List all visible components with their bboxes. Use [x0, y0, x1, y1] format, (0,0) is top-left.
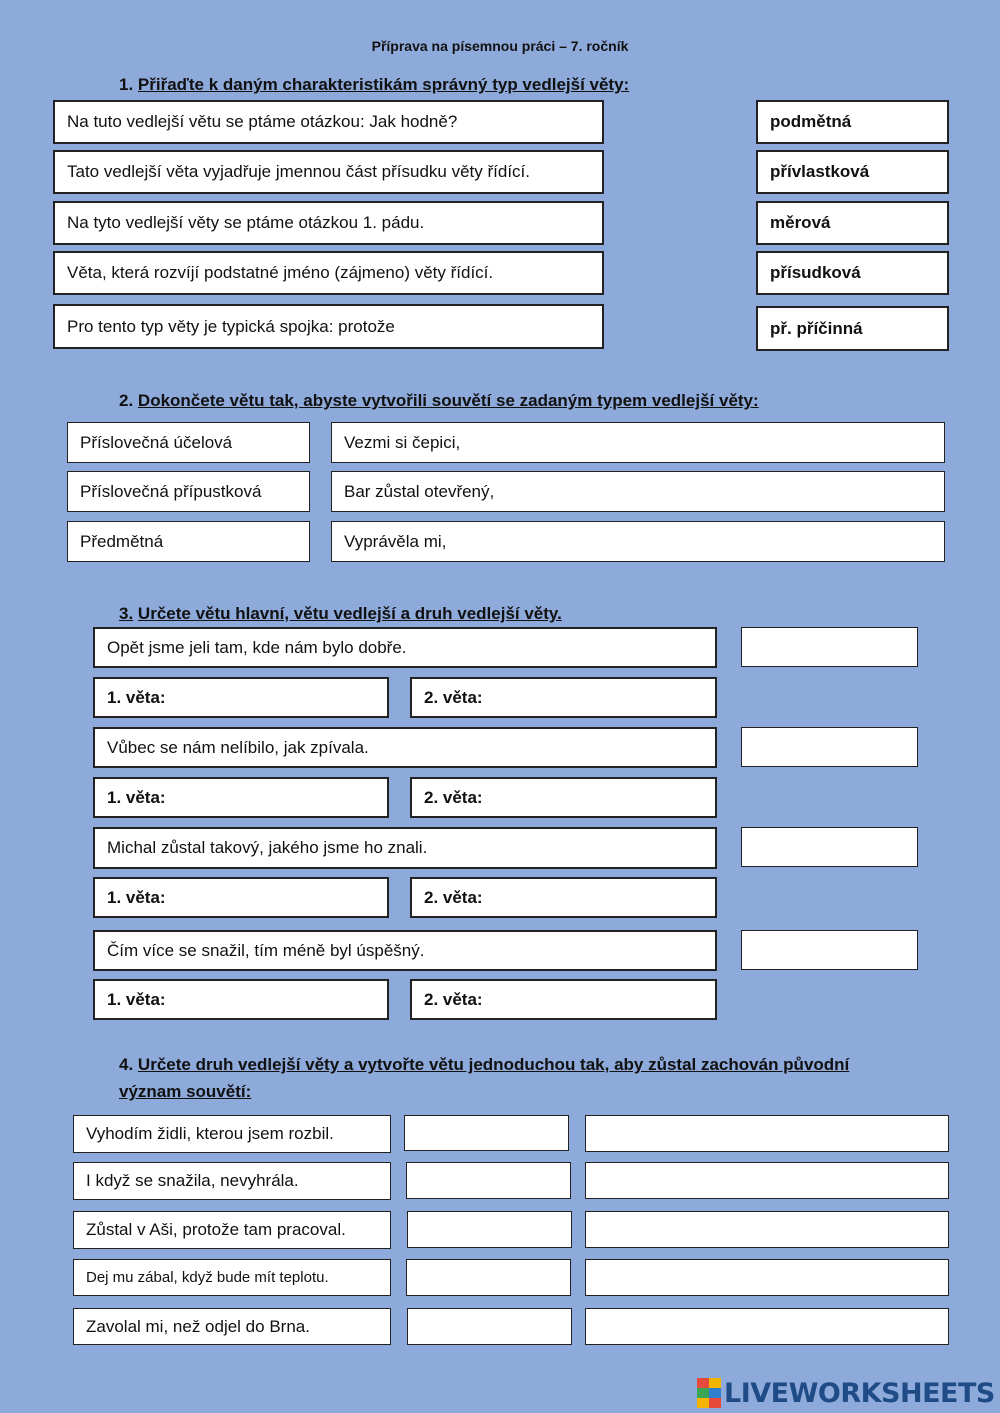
type-option-3[interactable]: měrová [756, 201, 949, 245]
simple-sentence-answer-field[interactable] [585, 1115, 949, 1152]
type-option-4[interactable]: přísudková [756, 251, 949, 295]
sentence-box: Opět jsme jeli tam, kde nám bylo dobře. [93, 627, 717, 668]
clause-type-answer-field[interactable] [741, 930, 918, 970]
section-2-heading [119, 387, 759, 414]
section-2-number: 2. [119, 391, 134, 410]
sentence-completion-field[interactable]: Bar zůstal otevřený, [331, 471, 945, 512]
sentence-box: Vůbec se nám nelíbilo, jak zpívala. [93, 727, 717, 768]
simple-sentence-answer-field[interactable] [585, 1211, 949, 1248]
section-3-heading [119, 600, 562, 627]
clause-type-answer-field[interactable] [741, 627, 918, 667]
section-1-title: Přiřaďte k daným charakteristikám správný typ vedlejší věty: [137, 75, 630, 94]
clause-type-answer-field[interactable] [741, 727, 918, 767]
section-4-heading [119, 1051, 849, 1105]
section-3-number: 3. [119, 604, 134, 623]
compound-sentence-box: Zůstal v Aši, protože tam pracoval. [73, 1211, 391, 1249]
compound-sentence-box: Vyhodím židli, kterou jsem rozbil. [73, 1115, 391, 1153]
simple-sentence-answer-field[interactable] [585, 1259, 949, 1296]
main-clause-field[interactable]: 1. věta: [93, 877, 389, 918]
compound-sentence-box: I když se snažila, nevyhrála. [73, 1162, 391, 1200]
clause-type-label: Příslovečná účelová [67, 422, 310, 463]
liveworksheets-logo-icon [697, 1378, 721, 1408]
clause-type-answer-field[interactable] [404, 1115, 569, 1151]
subordinate-clause-field[interactable]: 2. věta: [410, 777, 717, 818]
compound-sentence-box: Dej mu zábal, když bude mít teplotu. [73, 1259, 391, 1296]
characteristic-1[interactable]: Na tuto vedlejší větu se ptáme otázkou: Jak hodně? [53, 100, 604, 144]
sentence-completion-field[interactable]: Vezmi si čepici, [331, 422, 945, 463]
sentence-box: Michal zůstal takový, jakého jsme ho znali. [93, 827, 717, 869]
type-option-1[interactable]: podmětná [756, 100, 949, 144]
sentence-completion-field[interactable]: Vyprávěla mi, [331, 521, 945, 562]
liveworksheets-logo [697, 1376, 995, 1410]
type-option-5[interactable]: př. příčinná [756, 306, 949, 351]
clause-type-answer-field[interactable] [406, 1162, 571, 1199]
section-1-number: 1. [119, 75, 134, 94]
subordinate-clause-field[interactable]: 2. věta: [410, 979, 717, 1020]
characteristic-2[interactable]: Tato vedlejší věta vyjadřuje jmennou část přísudku věty řídící. [53, 150, 604, 194]
main-clause-field[interactable]: 1. věta: [93, 777, 389, 818]
section-4-title-line-1: Určete druh vedlejší věty a vytvořte větu jednoduchou tak, aby zůstal zachován původní [137, 1055, 850, 1074]
type-option-2[interactable]: přívlastková [756, 150, 949, 194]
section-3-title: Určete větu hlavní, větu vedlejší a druh vedlejší věty. [137, 604, 562, 623]
section-4-title-line-2: význam souvětí: [119, 1082, 252, 1101]
characteristic-3[interactable]: Na tyto vedlejší věty se ptáme otázkou 1. pádu. [53, 201, 604, 245]
subordinate-clause-field[interactable]: 2. věta: [410, 677, 717, 718]
main-clause-field[interactable]: 1. věta: [93, 677, 389, 718]
characteristic-4[interactable]: Věta, která rozvíjí podstatné jméno (zájmeno) věty řídící. [53, 251, 604, 295]
sentence-box: Čím více se snažil, tím méně byl úspěšný. [93, 930, 717, 971]
liveworksheets-logo-text: LIVEWORKSHEETS [724, 1377, 995, 1409]
clause-type-answer-field[interactable] [406, 1259, 571, 1296]
simple-sentence-answer-field[interactable] [585, 1308, 949, 1345]
section-2-title: Dokončete větu tak, abyste vytvořili souvětí se zadaným typem vedlejší věty: [137, 391, 759, 410]
compound-sentence-box: Zavolal mi, než odjel do Brna. [73, 1308, 391, 1345]
page-title: Příprava na písemnou práci – 7. ročník [371, 38, 629, 54]
clause-type-label: Předmětná [67, 521, 310, 562]
subordinate-clause-field[interactable]: 2. věta: [410, 877, 717, 918]
clause-type-answer-field[interactable] [741, 827, 918, 867]
clause-type-answer-field[interactable] [407, 1308, 572, 1345]
clause-type-label: Příslovečná přípustková [67, 471, 310, 512]
section-1-heading [119, 71, 629, 98]
characteristic-5[interactable]: Pro tento typ věty je typická spojka: protože [53, 304, 604, 349]
simple-sentence-answer-field[interactable] [585, 1162, 949, 1199]
section-4-number: 4. [119, 1055, 134, 1074]
main-clause-field[interactable]: 1. věta: [93, 979, 389, 1020]
clause-type-answer-field[interactable] [407, 1211, 572, 1248]
